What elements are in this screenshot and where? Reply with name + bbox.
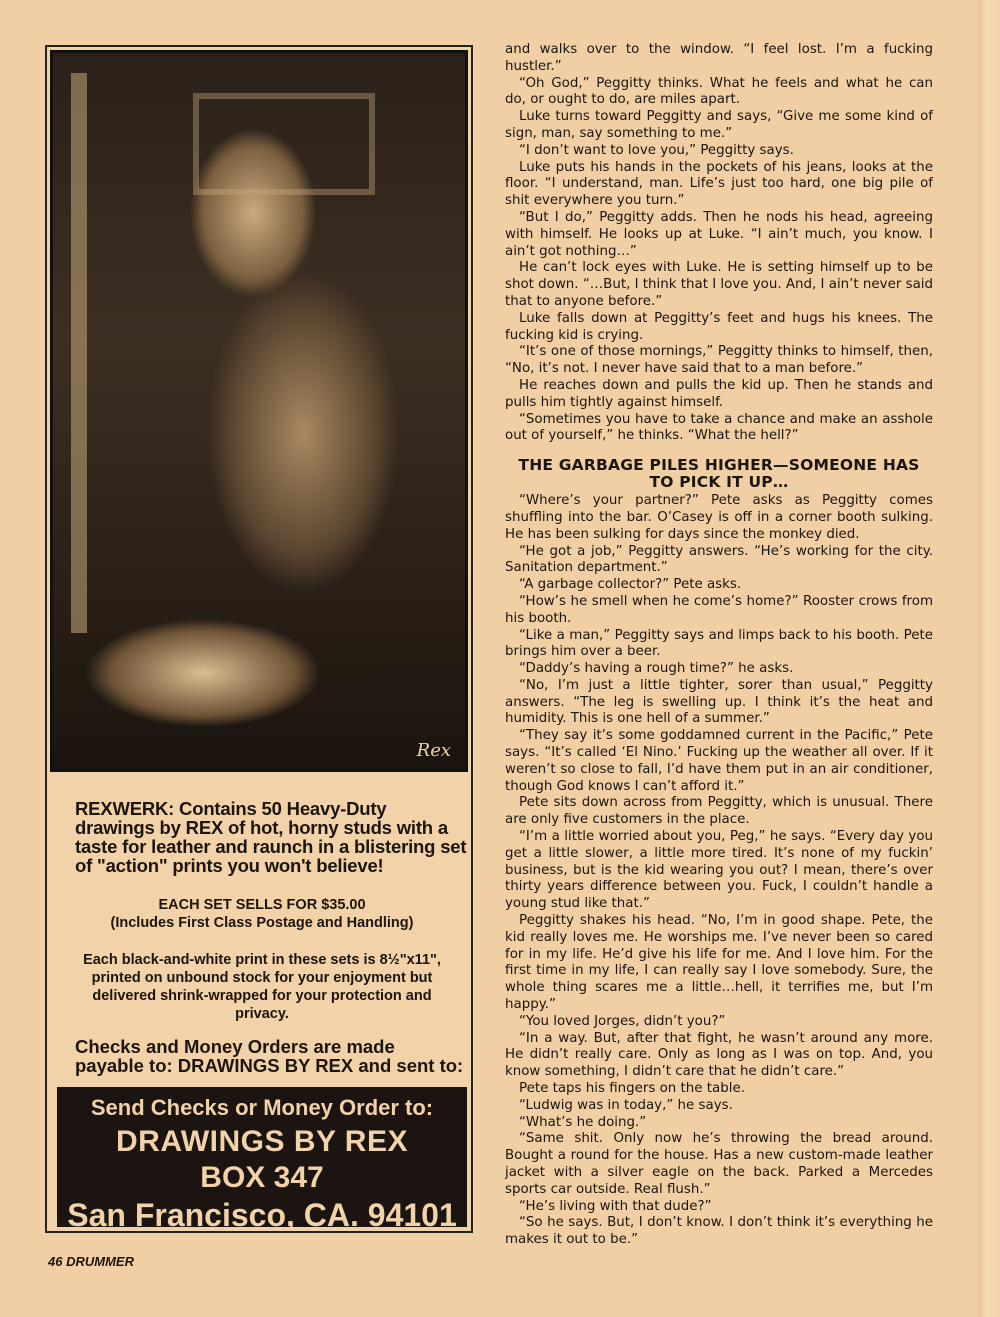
page-edge [978, 0, 1000, 1317]
paragraph: “Like a man,” Peggitty says and limps back to his booth. Pete brings him over a beer. [505, 627, 933, 660]
advertisement [45, 45, 473, 1233]
paragraph: “A garbage collector?” Pete asks. [519, 577, 742, 593]
paragraph: “You loved Jorges, didn’t you?” [519, 1013, 726, 1029]
ad-photo [50, 50, 468, 772]
paragraph: Luke puts his hands in the pockets of his jeans, looks at the floor. “I understand, man. Life’s just too hard, one big pile of shit everywhere you turn.” [505, 159, 933, 209]
paragraph: Peggitty shakes his head. “No, I’m in good shape. Pete, the kid really loves me. He worships me. I’ve never been so cared for in my life. He’d give his life for me. And I love him. For the first time in my life, I can really say I love somebody. Sure, the whole thing scares me a little…hell, it terrifies me, but I’m happy.” [505, 913, 933, 1013]
paragraph: He reaches down and pulls the kid up. Then he stands and pulls him tightly against himself. [505, 377, 933, 410]
ad-price [67, 896, 457, 932]
mail-name: DRAWINGS BY REX [116, 1125, 408, 1158]
paragraph: Luke falls down at Peggitty’s feet and hugs his knees. The fucking kid is crying. [505, 310, 933, 343]
photo-doorframe [71, 73, 87, 633]
paragraph: “Ludwig was in today,” he says. [519, 1097, 733, 1113]
paragraph: “What’s he doing.” [519, 1114, 647, 1130]
page-folio: 46 DRUMMER [48, 1254, 134, 1269]
mail-city: San Francisco, CA. 94101 [67, 1197, 457, 1233]
paragraph: “But I do,” Peggitty adds. Then he nods his head, agreeing with himself. He looks up at Luke. “I ain’t much, you know. I ain’t got nothing…” [505, 209, 933, 259]
paragraph: “He’s living with that dude?” [519, 1198, 712, 1214]
paragraph: and walks over to the window. “I feel lost. I’m a fucking hustler.” [505, 42, 933, 74]
paragraph: He can’t lock eyes with Luke. He is setting himself up to be shot down. “…But, I think that I love you. And, I ain’t never said that to anyone before.” [505, 260, 933, 309]
ad-postage-line: (Includes First Class Postage and Handling) [110, 915, 414, 931]
paragraph: “Daddy’s having a rough time?” he asks. [519, 661, 794, 677]
paragraph: “It’s one of those mornings,” Peggitty thinks to himself, then, “No, it’s not. I never have said that to a man before.” [505, 344, 933, 377]
artist-signature: Rex [416, 740, 451, 761]
paragraph: “So he says. But, I don’t know. I don’t think it’s everything he makes it out to be.” [505, 1215, 933, 1248]
paragraph: Luke turns toward Peggitty and says, “Give me some kind of sign, man, say something to me.” [505, 109, 933, 141]
ad-checks-info: Checks and Money Orders are made payable to: DRAWINGS BY REX and sent to: [75, 1036, 464, 1076]
paragraph: “Where’s your partner?” Pete asks as Peggitty comes shuffling into the bar. O’Casey is off in a corner booth sulking. He has been sulking for days since the monkey died. [505, 493, 933, 542]
section-heading: THE GARBAGE PILES HIGHER—SOMEONE HAS TO PICK IT UP… [518, 456, 920, 492]
paragraph: “Sometimes you have to take a chance and make an asshole out of yourself,” he thinks. “What the hell?” [505, 411, 933, 444]
paragraph: “He got a job,” Peggitty answers. “He’s working for the city. Sanitation department.” [505, 543, 933, 576]
paragraph: “I don’t want to love you,” Peggitty says. [519, 142, 794, 158]
paragraph: “In a way. But, after that fight, he wasn’t around any more. He didn’t really care. Only as long as I was on top. And, you know something, I didn’t care that he didn’t care.” [505, 1030, 933, 1080]
mail-heading: Send Checks or Money Order to: [90, 1095, 434, 1120]
ad-headline: REXWERK: Contains 50 Heavy-Duty drawings by REX of hot, horny studs with a taste for leather and raunch in a blistering set of "action" prints you won't believe! [75, 798, 467, 876]
paragraph: “How’s he smell when he come’s home?” Rooster crows from his booth. [505, 593, 933, 626]
paragraph: “No, I’m just a little tighter, sorer than usual,” Peggitty answers. “The leg is swelling up. I think it’s the heat and humidity. This is one hell of a summer.” [505, 677, 933, 727]
paragraph: Pete taps his fingers on the table. [519, 1081, 745, 1097]
photo-window [193, 93, 375, 195]
paragraph: “They say it’s some goddamned current in the Pacific,” Pete says. “It’s called ‘El Nino.’ Fucking up the weather all over. If it weren’t so close to fall, I’d have them put in an air conditioner, though God knows I can’t afford it.” [505, 728, 933, 794]
paragraph: “I’m a little worried about you, Peg,” he says. “Every day you get a little slower, a little more tired. It’s none of my fuckin’ business, but is the kid wearing you out? I mean, there’s over thirty years difference between you. Fuck, I couldn’t handle a young stud like that.” [505, 829, 933, 912]
paragraph: “Oh God,” Peggitty thinks. What he feels and what he can do, or ought to do, are miles apart. [505, 75, 933, 108]
story-column [505, 42, 933, 1249]
ad-mailing-address [57, 1087, 467, 1233]
paragraph: “Same shit. Only now he’s throwing the bread around. Bought a round for the house. Has a new custom-made leather jacket with a silver eagle on the back. Parked a Mercedes sports car outside. Real flush.” [505, 1131, 933, 1197]
ad-price-line: EACH SET SELLS FOR $35.00 [158, 897, 366, 913]
ad-print-info: Each black-and-white print in these sets is 8½"x11", printed on unbound stock for your enjoyment but delivered shrink-wrapped for your protection and privacy. [83, 952, 441, 1022]
paragraph: Pete sits down across from Peggitty, which is unusual. There are only five customers in the place. [505, 795, 933, 828]
mail-box: BOX 347 [200, 1161, 324, 1194]
